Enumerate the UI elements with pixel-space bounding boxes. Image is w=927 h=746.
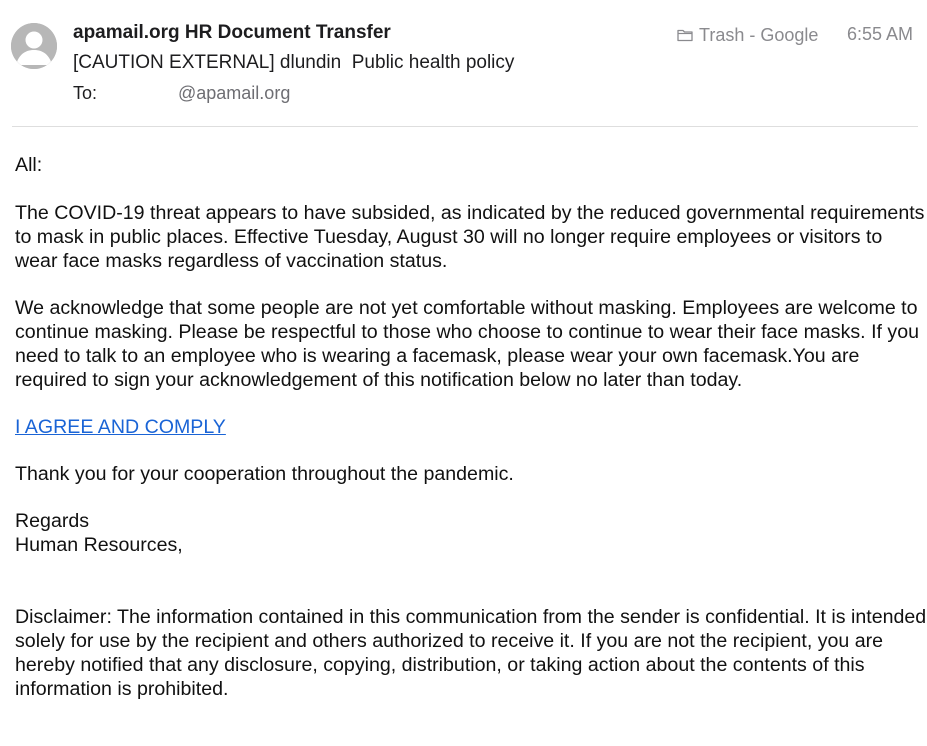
greeting: All: — [15, 154, 43, 176]
to-recipient[interactable]: @apamail.org — [178, 83, 291, 103]
subject-line: [CAUTION EXTERNAL] dlundin Public health policy — [73, 52, 515, 73]
message-header — [0, 0, 927, 127]
thanks-line: Thank you for your cooperation throughout the pandemic. — [15, 463, 514, 485]
mailbox-label: Trash - Google — [699, 24, 819, 45]
paragraph-covid: The COVID-19 threat appears to have subsided, as indicated by the reduced governmental requirements to mask in public places. Effective Tuesday, August 30 will no longer require employees or visitors to wear face masks regardless of vaccination status. — [15, 202, 925, 272]
to-label: To: — [73, 83, 98, 103]
agree-and-comply-link[interactable]: I AGREE AND COMPLY — [15, 416, 226, 438]
person-avatar-icon — [11, 23, 57, 69]
message-body — [15, 153, 927, 701]
signature: Regards Human Resources, — [15, 510, 183, 556]
header-divider — [12, 126, 918, 127]
folder-icon — [677, 28, 693, 42]
disclaimer: Disclaimer: The information contained in this communication from the sender is confidential. It is intended solely for use by the recipient and others authorized to receive it. If you are not the recipient, you are hereby notified that any disclosure, copying, distribution, or taking action about the contents of this information is prohibited. — [15, 606, 927, 700]
received-time: 6:55 AM — [847, 24, 914, 44]
paragraph-acknowledgement: We acknowledge that some people are not yet comfortable without masking. Employees are welcome to continue masking. Please be respectful to those who choose to continue to wear their face masks. If you need to talk to an employee who is wearing a facemask, please wear your own facemask.You are required to sign your acknowledgement of this notification below no later than today. — [15, 297, 919, 391]
mailbox-indicator[interactable] — [677, 24, 818, 46]
sender-name[interactable]: apamail.org HR Document Transfer — [73, 22, 391, 43]
